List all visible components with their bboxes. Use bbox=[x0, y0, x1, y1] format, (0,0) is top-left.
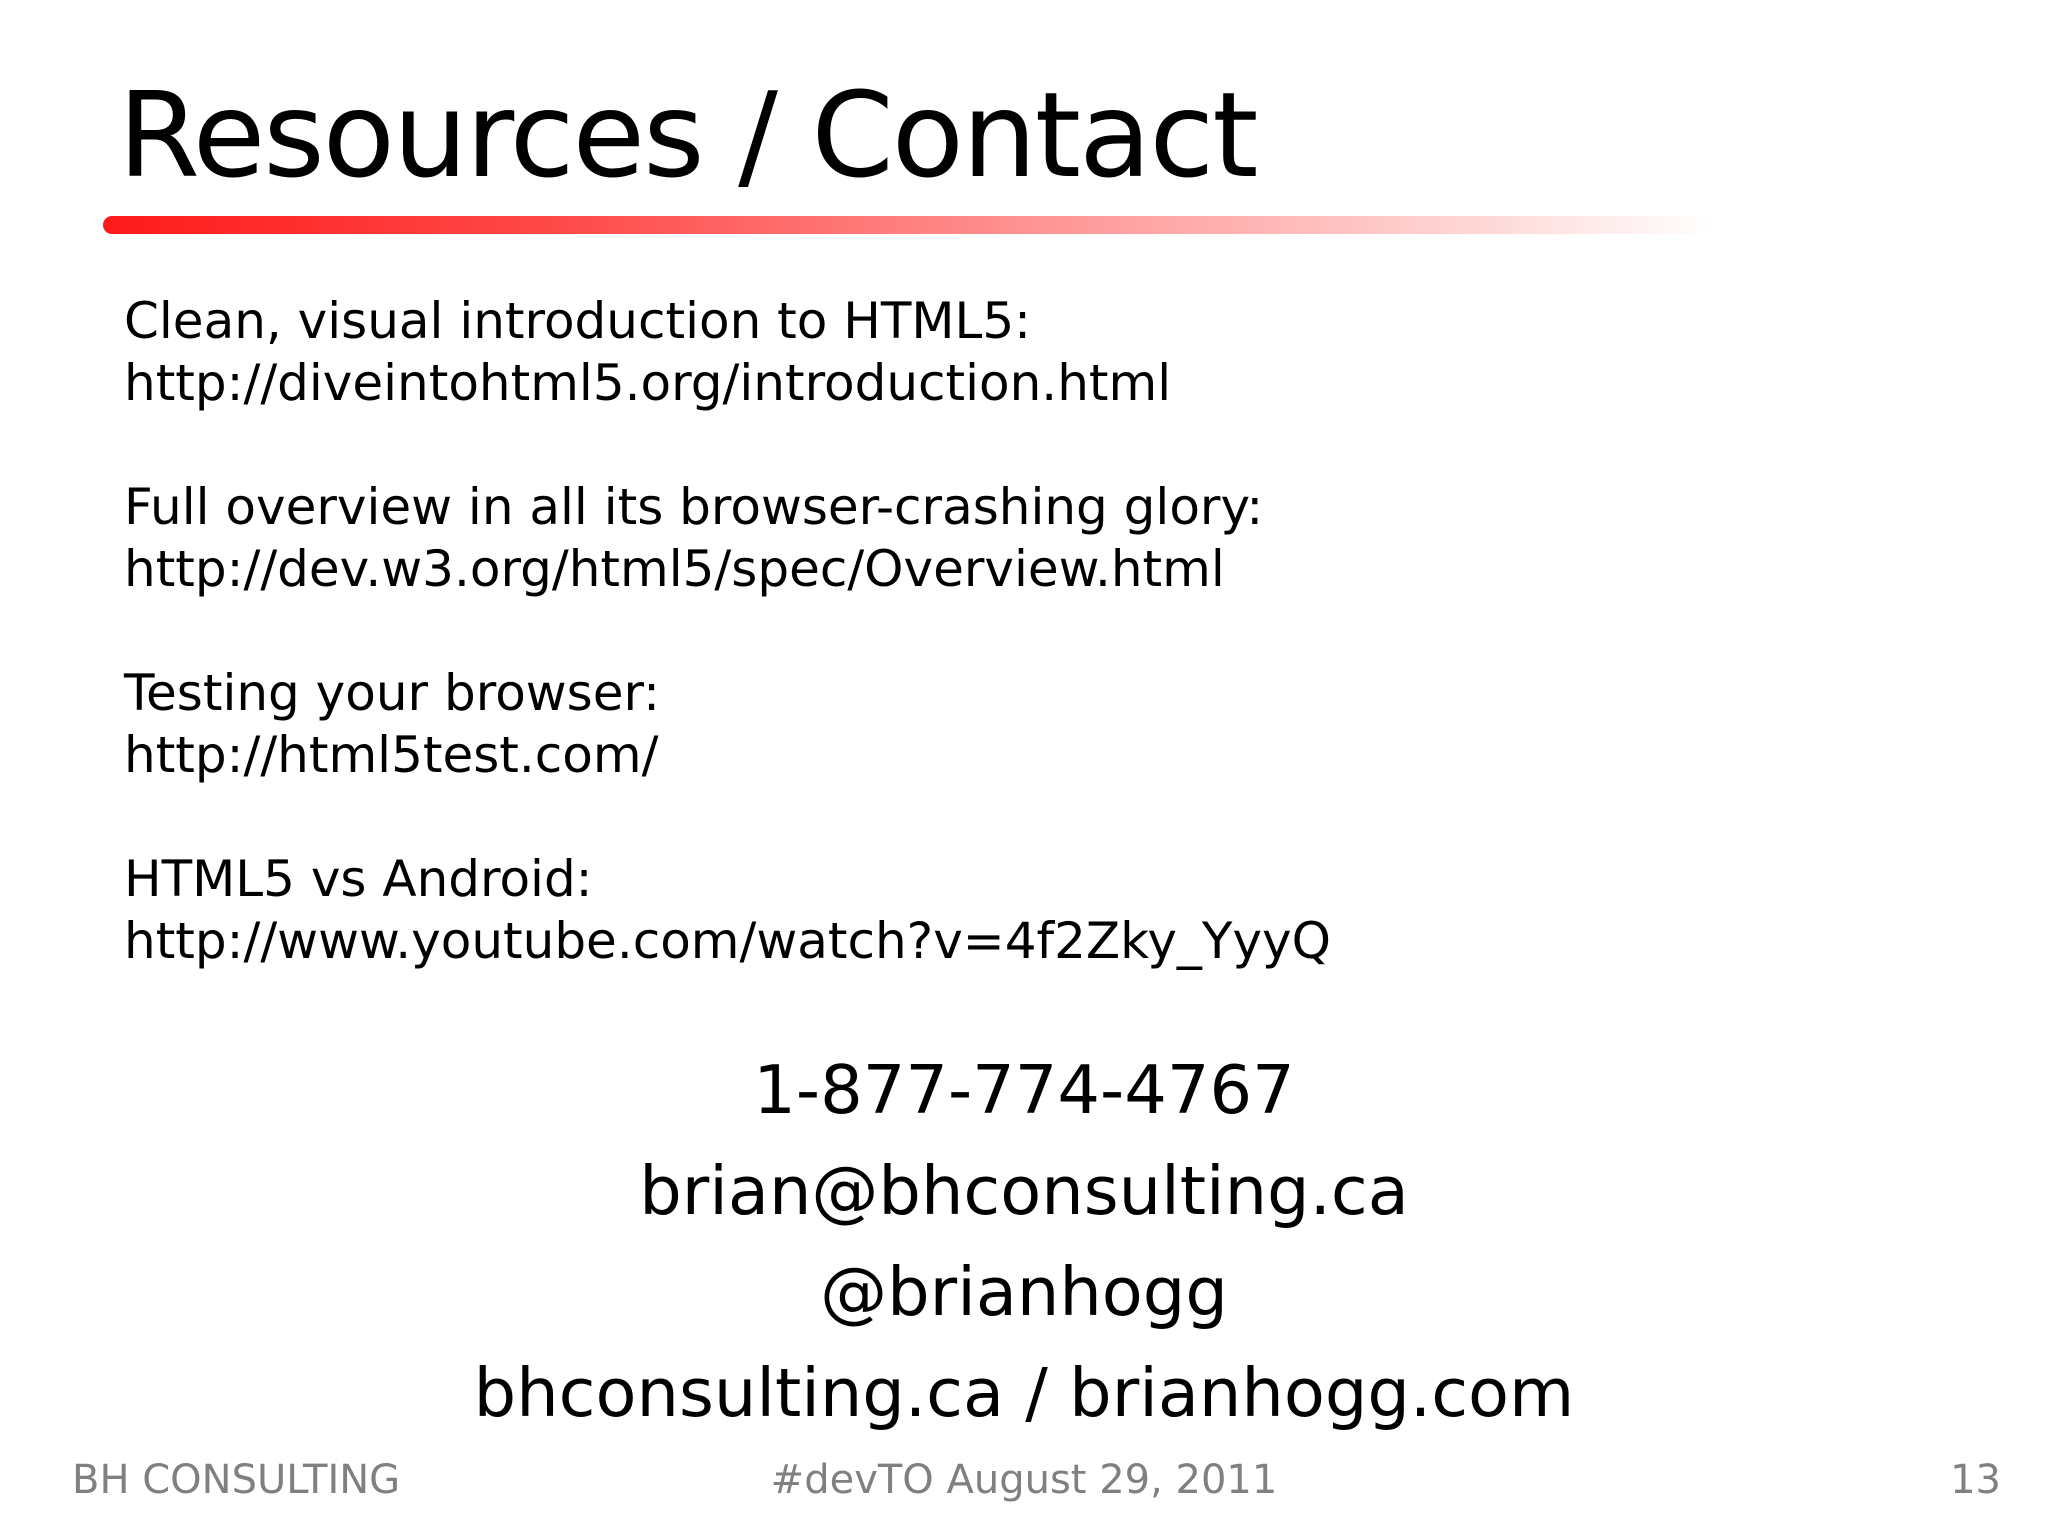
resource-item bbox=[124, 848, 1924, 972]
contact-phone: 1-877-774-4767 bbox=[753, 1051, 1295, 1129]
resource-url[interactable]: http://diveintohtml5.org/introduction.html bbox=[124, 354, 1172, 412]
resource-url[interactable]: http://dev.w3.org/html5/spec/Overview.html bbox=[124, 540, 1225, 598]
resource-label: Full overview in all its browser-crashing glory: bbox=[124, 478, 1264, 536]
footer-page-number: 13 bbox=[1950, 1457, 2001, 1503]
resource-label: HTML5 vs Android: bbox=[124, 850, 593, 908]
footer-event-date: #devTO August 29, 2011 bbox=[770, 1457, 1278, 1503]
contact-block bbox=[0, 1040, 2048, 1444]
resource-label: Testing your browser: bbox=[124, 664, 661, 722]
contact-email[interactable]: brian@bhconsulting.ca bbox=[639, 1152, 1409, 1230]
title-underline bbox=[103, 216, 1715, 234]
contact-twitter[interactable]: @brianhogg bbox=[820, 1253, 1228, 1331]
footer-company: BH CONSULTING bbox=[72, 1457, 401, 1503]
resource-item bbox=[124, 476, 1924, 600]
contact-websites[interactable]: bhconsulting.ca / brianhogg.com bbox=[473, 1354, 1575, 1432]
resource-list bbox=[124, 290, 1924, 1034]
resource-label: Clean, visual introduction to HTML5: bbox=[124, 292, 1032, 350]
resource-url[interactable]: http://www.youtube.com/watch?v=4f2Zky_YyyQ bbox=[124, 912, 1332, 970]
resource-item bbox=[124, 290, 1924, 414]
slide-title: Resources / Contact bbox=[118, 66, 1257, 204]
resource-url[interactable]: http://html5test.com/ bbox=[124, 726, 659, 784]
resource-item bbox=[124, 662, 1924, 786]
